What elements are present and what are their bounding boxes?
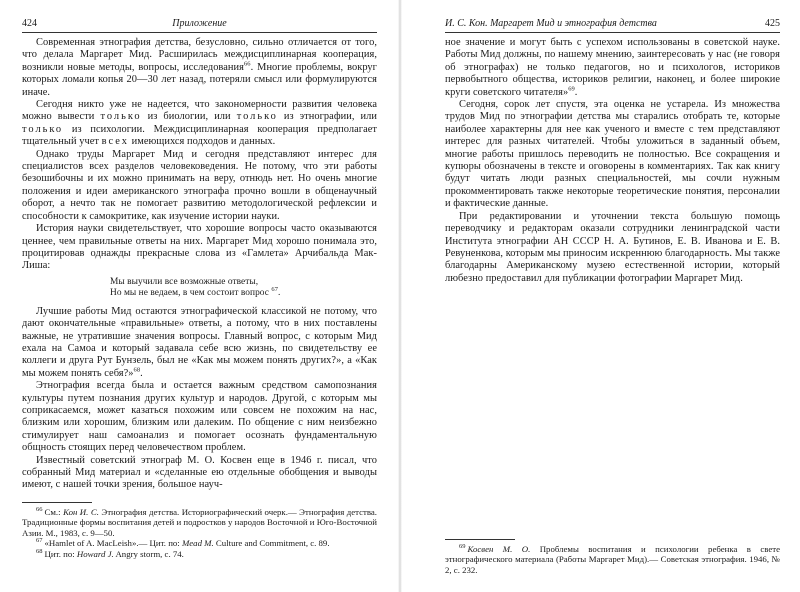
running-head: Приложение bbox=[172, 18, 227, 29]
paragraph: При редактировании и уточнении текста большую помощь переводчику и редакторам оказали сотрудники ленинградской части Института этнографии АН СССР Н. А. Бутинов, Е. В. Иванова и Е. В. Ревуненкова, которым мы приносим искреннюю благодарность. Мы также благодарны Американскому музею естественной истории, который любезно предоставил для публикации фотографии Маргарет Мид. bbox=[445, 210, 780, 284]
footnote-ref: 69 bbox=[568, 85, 575, 93]
paragraph: Лучшие работы Мид остаются этнографической классикой не потому, что дают окончательные «правильные» ответы, а потому, что в них поставлены важные, не утратившие значения вопросы. Главный вопрос, с которым Мид ехала на Самоа и который задавала себе всю жизнь, по свидетельству ее коллеги и друга Рут Бунзель, был не «Как мы можем понять других?», а «Как мы можем понять себя?»$^{68}$. bbox=[22, 305, 377, 379]
header-rule bbox=[445, 32, 780, 33]
paragraph: Современная этнография детства, безусловно, сильно отличается от того, что делала Маргарет Мид. Расширилась междисциплинарная кооперация, возникли новые методы, вопросы, исследования$^{66}$. Многие проблемы, вокруг которых ломали копья 20—30 лет назад, потеряли смысл или формулируются иначе. bbox=[22, 37, 377, 98]
poem-line: Но мы не ведаем, в чем состоит вопрос $^{67}$. bbox=[110, 286, 281, 299]
poem-line: Мы выучили все возможные ответы, bbox=[110, 276, 259, 287]
footnote-ref: 66 bbox=[243, 60, 251, 68]
paragraph: История науки свидетельствует, что хорошие вопросы часто оказываются ценнее, чем правильные ответы на них. Маргарет Мид хорошо понимала это, процитировав однажды прекрасные слова из «Гамлета» Арчибальда Мак-Лиша: bbox=[22, 223, 377, 272]
right-footnotes bbox=[445, 544, 780, 575]
paragraph: Сегодня никто уже не надеется, что закономерности развития человека можно вывести только из биологии, или только из этнографии, или только из психологии. Междисциплинарная кооперация предполагает тщательный учет всех имеющихся подходов и данных. bbox=[22, 99, 377, 148]
running-head: И. С. Кон. Маргарет Мид и этнография детства bbox=[445, 18, 657, 29]
page-number: 424 bbox=[22, 18, 37, 29]
paragraph: Однако труды Маргарет Мид и сегодня представляют интерес для специалистов всех разделов человековедения. Не потому, что эти работы безошибочны и их можно принимать на веру, отнюдь нет. Но очень многие положения и идеи американского этнографа прочно вошли в общенаучный оборот, а нечто так не помогает развитию методологической рефлексии и способности к самокритике, как изучение истории науки. bbox=[22, 148, 377, 222]
left-footnotes bbox=[22, 507, 377, 559]
footnote-ref: 68 bbox=[133, 366, 141, 374]
poem-quote bbox=[110, 277, 377, 300]
footnote: $^{66}$ См.: Кон И. С. Этнография детства. Историографический очерк.— Этнография детства. Традиционные формы воспитания детей и подростков у народов Восточной и Юго-Восточной Азии. М., 1983, с. 9—50. bbox=[22, 506, 378, 538]
paragraph: Сегодня, сорок лет спустя, эта оценка не устарела. Из множества трудов Мид по этнографии детства мы старались отобрать те, которые наиболее характерны для нее как ученого и вместе с тем представляют интерес для разных читателей. Чтобы уложиться в заданный объем, многие работы пришлось переводить не полностью. Все сокращения и купюры обозначены в тексте и оговорены в комментариях. Так как книгу будут читать люди разных специальностей, мы сочли нужным прокомментировать также некоторые теоретические понятия, персоналии и фактические данные. bbox=[445, 99, 780, 210]
paragraph: Этнография всегда была и остается важным средством самопознания культуры путем познания других культур и народов. Другой, с которым мы соприкасаемся, может казаться похожим или совсем не похожим на нас, близким или хорошим, близким или далеким. По общение с ним неизбежно стимулирует наш самоанализ и помогает осознать фундаментальную общность стоящих перед человечеством проблем. bbox=[22, 380, 377, 454]
page-number: 425 bbox=[765, 18, 780, 29]
right-body-text bbox=[445, 37, 780, 285]
footnote-ref: 67 bbox=[271, 286, 279, 294]
paragraph: Известный советский этнограф М. О. Косвен еще в 1946 г. писал, что собранный Мид материал и «сделанные ею отдельные обобщения и выводы имеют, с нашей точки зрения, большое науч- bbox=[22, 454, 377, 491]
header-rule bbox=[22, 32, 377, 33]
left-body-text bbox=[22, 37, 377, 492]
footnote: $^{67}$ «Hamlet of A. MacLeish».— Цит. по: Mead M. Culture and Commitment, с. 89. bbox=[36, 537, 330, 549]
paragraph: ное значение и могут быть с успехом использованы в советской науке. Работы Мид должны, по нашему мнению, заинтересовать у нас (не говоря об этнографах) не только педагогов, но и психологов, историков первобытного общества, историков религии, наконец, и более широкие круги советского читателя»$^{69}$. bbox=[445, 37, 780, 98]
footnote-rule bbox=[445, 539, 515, 540]
footnote: $^{68}$ Цит. по: Howard J. Angry storm, с. 74. bbox=[36, 547, 184, 559]
footnote: $^{69}$ Косвен М. О. Проблемы воспитания и психологии ребенка в свете этнографического материала (Работы Маргарет Мид).— Советская этнография. 1946, № 2, с. 232. bbox=[445, 543, 780, 575]
footnote-rule bbox=[22, 502, 92, 503]
